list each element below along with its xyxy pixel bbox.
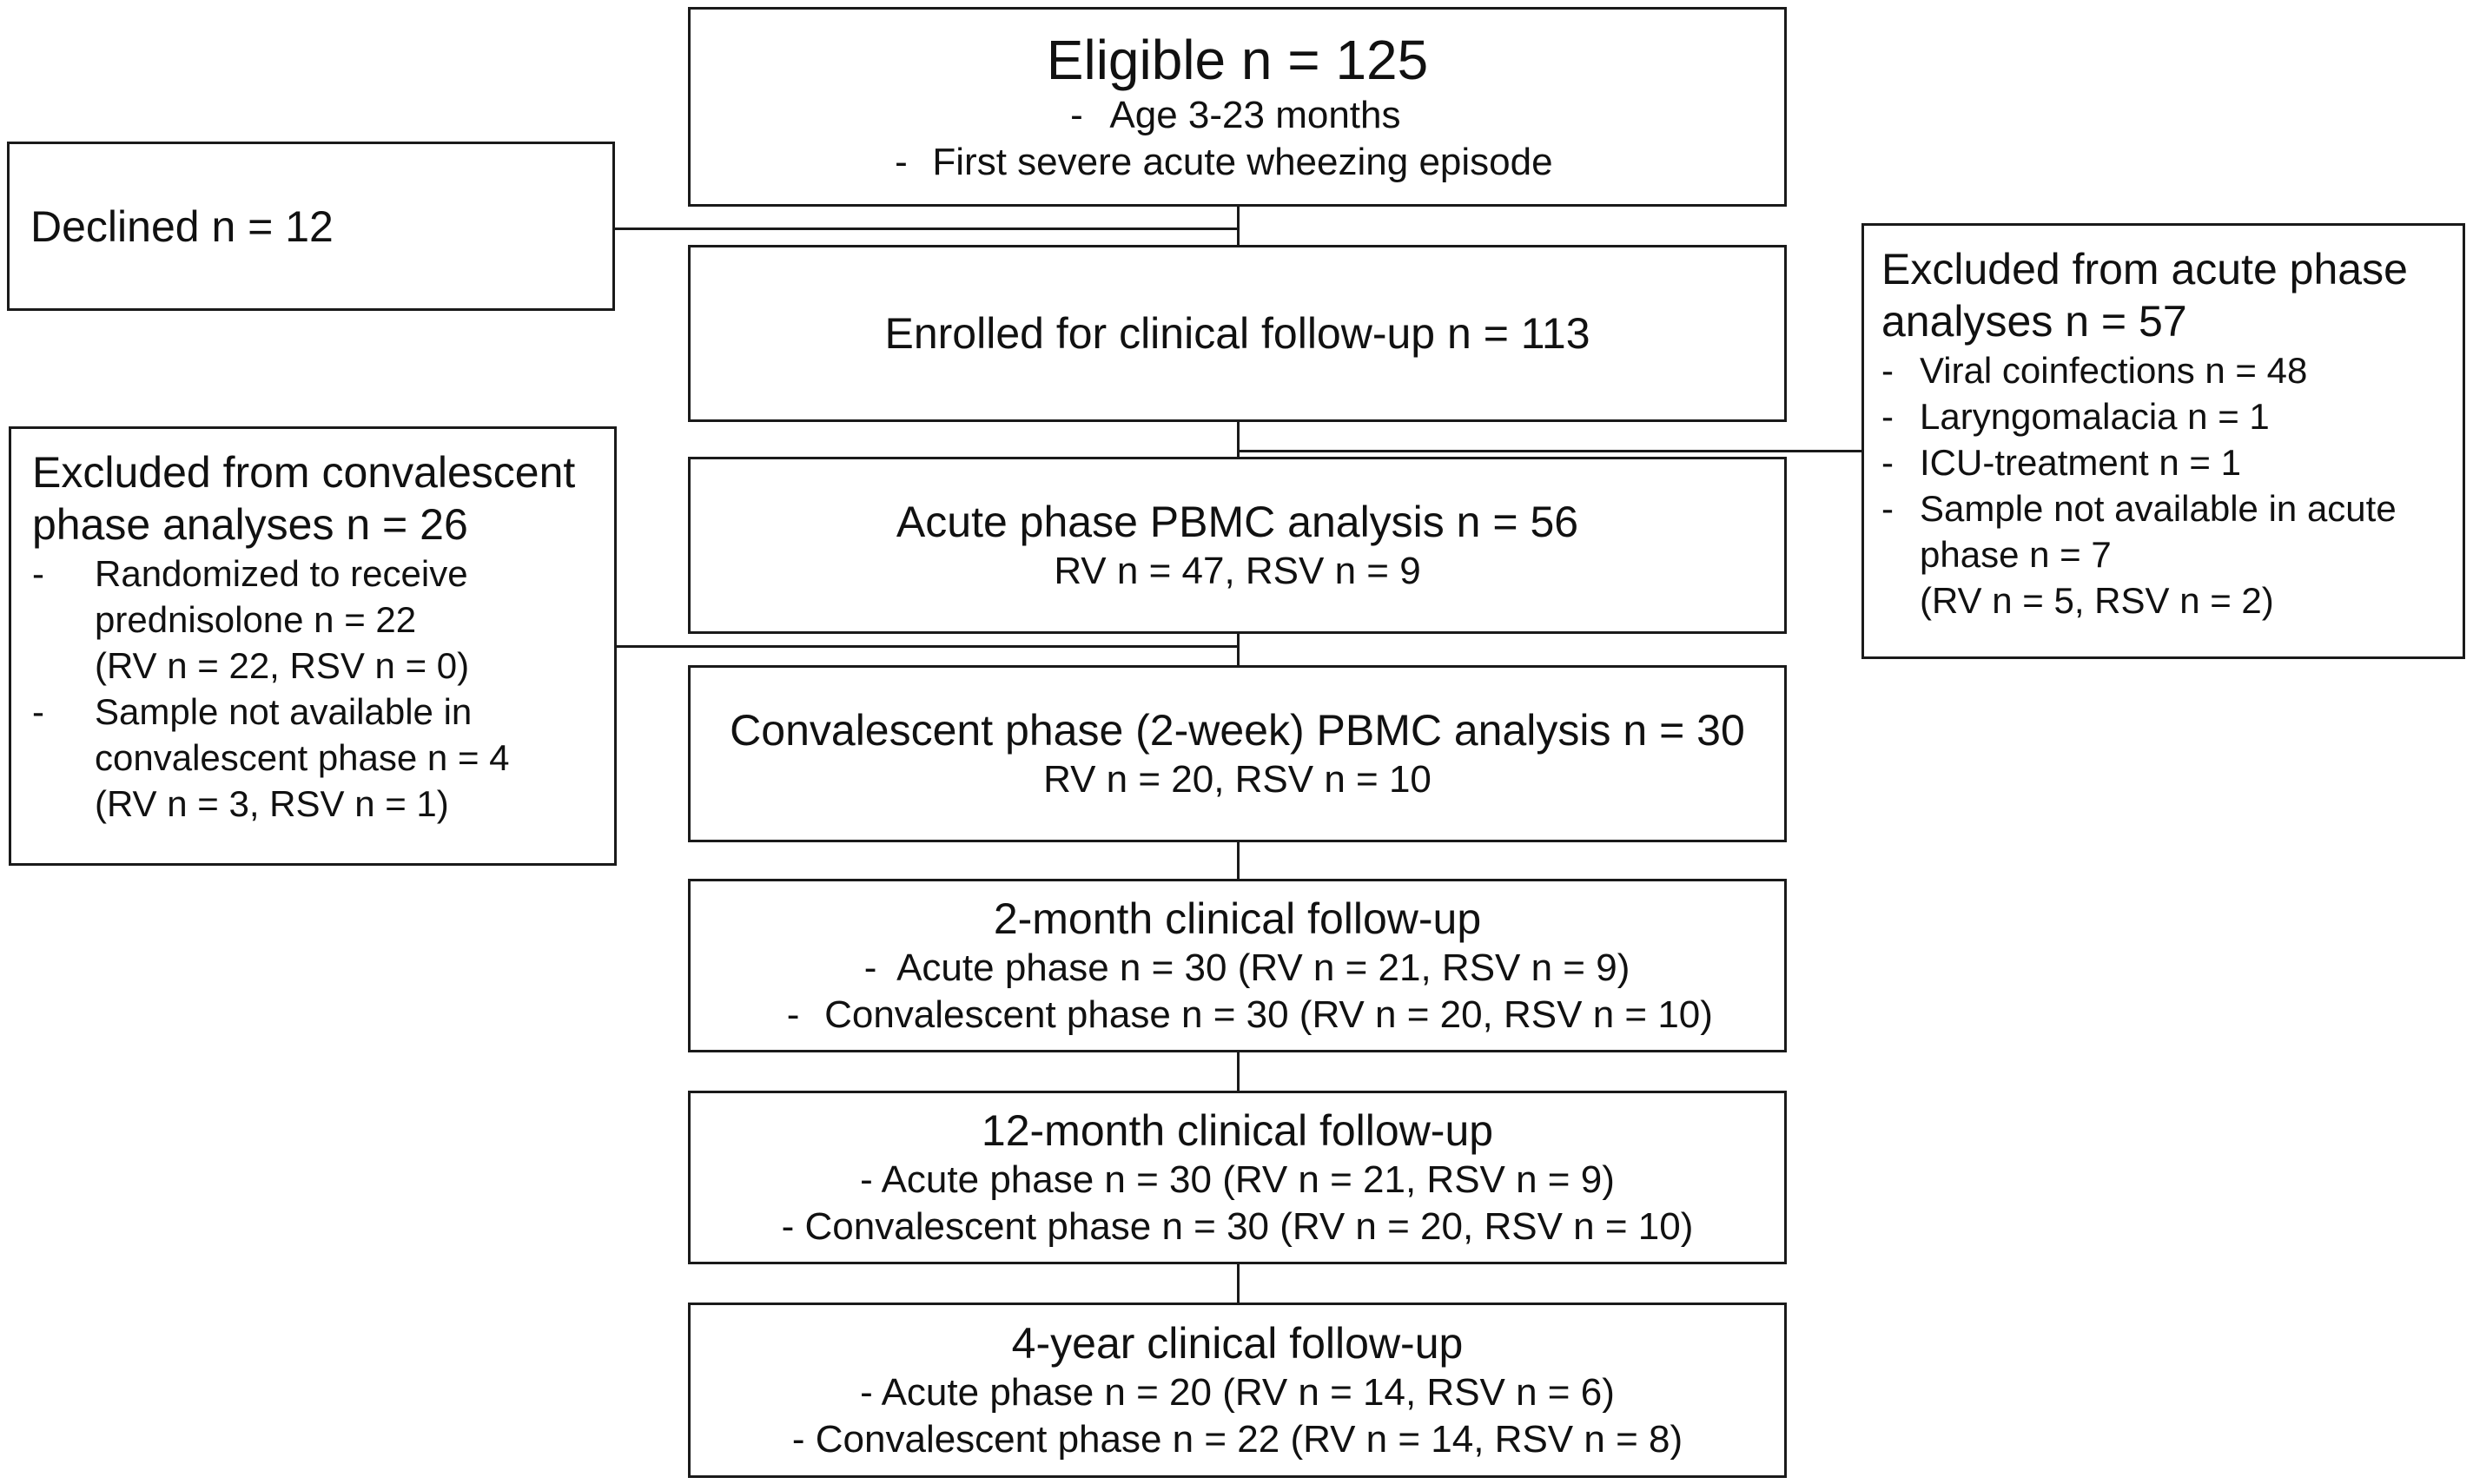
- enrolled-label: Enrolled for clinical follow-up n = 113: [884, 309, 1590, 358]
- eligible-box: [688, 7, 1787, 207]
- acute-pbmc-title: Acute phase PBMC analysis n = 56: [896, 498, 1579, 546]
- followup-12m-title: 12-month clinical follow-up: [981, 1106, 1494, 1155]
- eligible-criterion: - Age 3-23 months: [1070, 94, 1401, 136]
- eligible-criterion: - First severe acute wheezing episode: [895, 141, 1553, 183]
- declined-label: Declined n = 12: [30, 201, 334, 251]
- connector-eligible-enrolled: [1237, 205, 1240, 247]
- connector-declined: [613, 228, 1239, 230]
- connector-2m-12m: [1237, 1051, 1240, 1092]
- excluded-convalescent-item: - Randomized to receive prednisolone n = 22 (RV n = 22, RSV n = 0): [32, 553, 470, 686]
- excluded-convalescent-item: - Sample not available in convalescent phase n = 4 (RV n = 3, RSV n = 1): [32, 691, 510, 824]
- connector-enrolled-acute: [1237, 420, 1240, 458]
- convalescent-pbmc-sub: RV n = 20, RSV n = 10: [1043, 758, 1432, 801]
- connector-12m-4y: [1237, 1263, 1240, 1304]
- connector-convalescent-2m: [1237, 841, 1240, 881]
- convalescent-pbmc-title: Convalescent phase (2-week) PBMC analysis n = 30: [730, 706, 1745, 755]
- excluded-acute-title: analyses n = 57: [1881, 297, 2187, 346]
- excluded-convalescent-title: phase analyses n = 26: [32, 500, 468, 549]
- followup-2m-box: [688, 879, 1787, 1052]
- excluded-convalescent-box: [9, 426, 617, 866]
- followup-2m-line: - Acute phase n = 30 (RV n = 21, RSV n = 9): [863, 946, 1630, 989]
- eligible-title: Eligible n = 125: [1046, 29, 1429, 91]
- followup-2m-title: 2-month clinical follow-up: [993, 894, 1482, 943]
- enrolled-box: [688, 245, 1787, 422]
- followup-12m-box: [688, 1091, 1787, 1264]
- excluded-acute-item: - Laryngomalacia n = 1: [1881, 396, 2270, 437]
- convalescent-pbmc-box: [688, 665, 1787, 842]
- followup-12m-line: - Acute phase n = 30 (RV n = 21, RSV n = 9): [860, 1158, 1615, 1201]
- excluded-acute-item: - Viral coinfections n = 48: [1881, 350, 2308, 391]
- excluded-acute-box: [1861, 223, 2465, 659]
- followup-4y-line: - Convalescent phase n = 22 (RV n = 14, RSV n = 8): [791, 1418, 1683, 1461]
- connector-excluded-acute: [1237, 450, 1863, 452]
- followup-12m-line: - Convalescent phase n = 30 (RV n = 20, RSV n = 10): [781, 1205, 1694, 1248]
- followup-4y-line: - Acute phase n = 20 (RV n = 14, RSV n = 6): [860, 1371, 1615, 1414]
- excluded-acute-item: - Sample not available in acute phase n = 7 (RV n = 5, RSV n = 2): [1881, 488, 2397, 621]
- acute-pbmc-sub: RV n = 47, RSV n = 9: [1054, 550, 1421, 592]
- excluded-acute-title: Excluded from acute phase: [1881, 245, 2408, 294]
- connector-acute-convalescent: [1237, 632, 1240, 667]
- followup-4y-box: [688, 1303, 1787, 1478]
- followup-4y-title: 4-year clinical follow-up: [1011, 1319, 1464, 1368]
- followup-2m-line: - Convalescent phase n = 30 (RV n = 20, RSV n = 10): [786, 993, 1713, 1036]
- acute-pbmc-box: [688, 457, 1787, 634]
- declined-box: [7, 142, 615, 311]
- excluded-acute-item: - ICU-treatment n = 1: [1881, 442, 2241, 483]
- connector-excluded-convalescent: [614, 645, 1239, 648]
- excluded-convalescent-title: Excluded from convalescent: [32, 448, 576, 497]
